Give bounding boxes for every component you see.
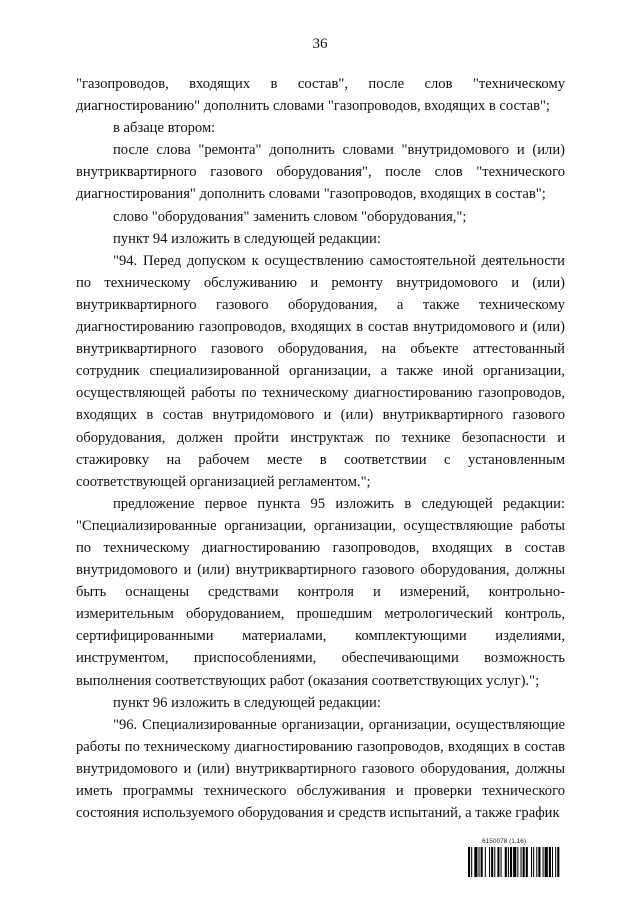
barcode-label: 6150078 (1.16) (482, 838, 527, 845)
barcode-block (468, 838, 594, 878)
paragraph-5: пункт 94 изложить в следующей редакции: (113, 230, 381, 247)
page-number: 36 (312, 36, 328, 52)
paragraph-9: "96. Специализированные организации, организации, осуществляющие работы по техническому диагностированию газопроводов, входящих в состав внутридомового и (или) внутриквартирного газового оборудования, должны иметь программы технического обслуживания и проверки технического состояния используемого оборудования и средств испытаний, а также график (76, 716, 565, 822)
paragraph-8: пункт 96 изложить в следующей редакции: (113, 694, 381, 711)
document-body (76, 73, 565, 824)
paragraph-1: "газопроводов, входящих в состав", после слов "техническому диагностированию" дополнить словами "газопроводов, входящих в состав"; (76, 76, 565, 115)
barcode-icon (468, 847, 594, 877)
paragraph-6: "94. Перед допуском к осуществлению самостоятельной деятельности по техническому обслуживанию и ремонту внутридомового и (или) внутриквартирного газового оборудования, а также техническому диагностированию газопроводов, входящих в состав внутридомового и (или) внутриквартирного газового оборудования, на объекте аттестованный сотрудник специализированной организации, а также иной организации, осуществляющей работы по техническому диагностированию газопроводов, входящих в состав внутридомового и (или) внутриквартирного газового оборудования, должен пройти инструктаж по технике безопасности и стажировку на рабочем месте в соответствии с установленным соответствующей организацией регламентом."; (76, 252, 565, 490)
paragraph-7: предложение первое пункта 95 изложить в следующей редакции: "Специализированные организации, организации, осуществляющие работы по техническому диагностированию газопроводов, входящих в состав внутридомового и (или) внутриквартирного газового оборудования, должны быть оснащены средствами контроля и измерений, контрольно-измерительным оборудованием, прошедшим метрологический контроль, сертифицированными материалами, комплектующими изделиями, инструментом, приспособлениями, обеспечивающими возможность выполнения соответствующих работ (оказания соответствующих услуг)."; (76, 495, 565, 689)
paragraph-4: слово "оборудования" заменить словом "оборудования,"; (113, 208, 467, 225)
paragraph-2: в абзаце втором: (113, 120, 216, 137)
paragraph-3: после слова "ремонта" дополнить словами "внутридомового и (или) внутриквартирного газового оборудования", после слов "технического диагностирования" дополнить словами "газопроводов, входящих в состав"; (76, 142, 565, 203)
